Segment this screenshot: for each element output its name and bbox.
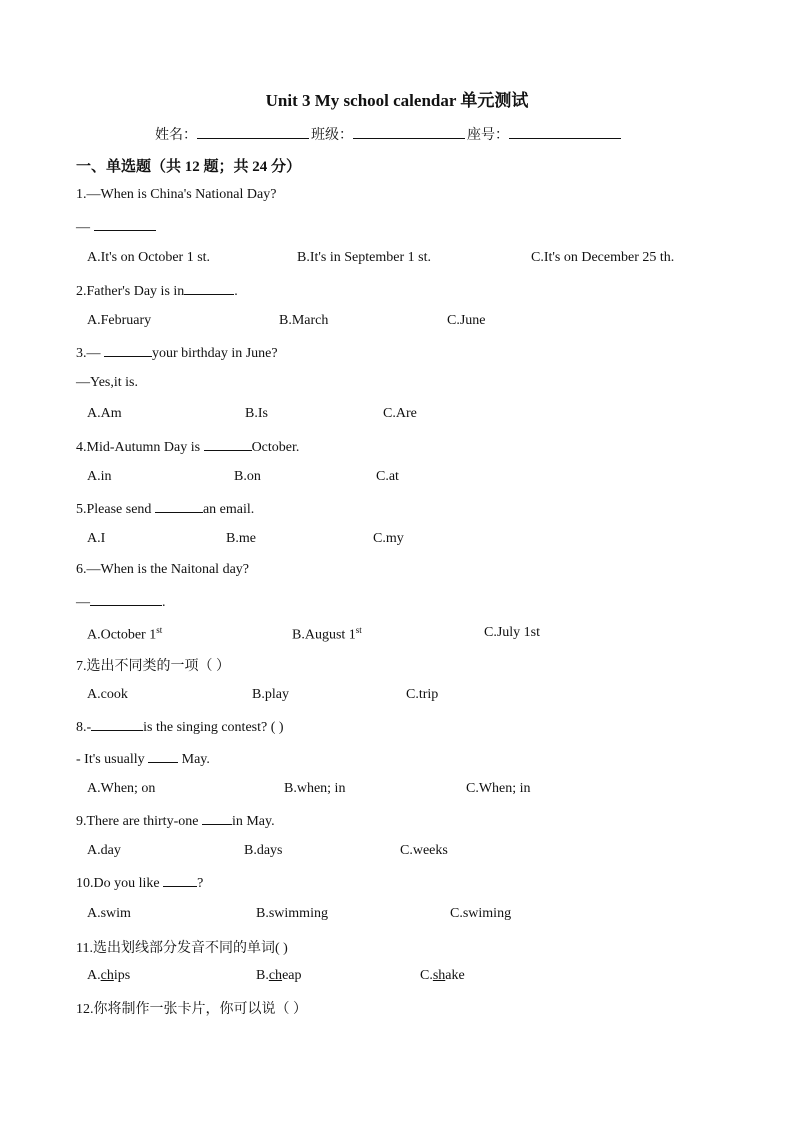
question-1-stem: 1.—When is China's National Day? (76, 187, 277, 202)
question-11-stem: 11.选出划线部分发音不同的单词( ) (76, 941, 288, 956)
question-4-option-c[interactable]: C.at (376, 469, 399, 484)
seat-label: 座号： (467, 128, 509, 143)
student-info-row (155, 124, 623, 144)
question-4-option-a[interactable]: A.in (87, 469, 112, 484)
question-5-option-a[interactable]: A.I (87, 531, 106, 546)
question-11-option-c[interactable]: C.shake (420, 968, 465, 983)
question-2-option-b[interactable]: B.March (279, 313, 329, 328)
question-6-option-a[interactable]: A.October 1st (87, 625, 163, 643)
question-5-stem: 5.Please send an email. (76, 502, 255, 517)
seat-blank[interactable] (509, 124, 621, 139)
question-5-option-b[interactable]: B.me (226, 531, 256, 546)
question-5-option-c[interactable]: C.my (373, 531, 404, 546)
question-4-option-b[interactable]: B.on (234, 469, 261, 484)
question-8-option-c[interactable]: C.When; in (466, 781, 531, 796)
question-2-stem: 2.Father's Day is in . (76, 284, 238, 299)
question-9-option-c[interactable]: C.weeks (400, 843, 448, 858)
question-10-stem: 10.Do you like ? (76, 876, 204, 891)
class-blank[interactable] (353, 124, 465, 139)
answer-blank[interactable] (204, 438, 252, 451)
question-3-option-a[interactable]: A.Am (87, 406, 122, 421)
question-11-option-a[interactable]: A.chips (87, 968, 131, 983)
question-1-option-b[interactable]: B.It's in September 1 st. (297, 250, 431, 265)
answer-blank[interactable] (90, 593, 162, 606)
name-blank[interactable] (197, 124, 309, 139)
section-heading: 一、单选题（共 12 题；共 24 分） (76, 159, 302, 175)
question-11-option-b[interactable]: B.cheap (256, 968, 302, 983)
question-7-option-b[interactable]: B.play (252, 687, 289, 702)
question-6-option-c[interactable]: C.July 1st (484, 625, 541, 640)
question-8-stem: 8.- is the singing contest? ( ) (76, 720, 284, 735)
question-3-option-c[interactable]: C.Are (383, 406, 417, 421)
answer-blank[interactable] (155, 500, 203, 513)
question-7-option-a[interactable]: A.cook (87, 687, 128, 702)
question-8-option-b[interactable]: B.when; in (284, 781, 346, 796)
question-6-stem: 6.—When is the Naitonal day? (76, 562, 250, 577)
answer-blank[interactable] (202, 812, 232, 825)
page-title: Unit 3 My school calendar 单元测试 (265, 91, 529, 110)
question-1-option-a[interactable]: A.It's on October 1 st. (87, 250, 211, 265)
name-label: 姓名： (155, 128, 197, 143)
question-8-option-a[interactable]: A.When; on (87, 781, 156, 796)
question-9-option-b[interactable]: B.days (244, 843, 283, 858)
question-7-stem: 7.选出不同类的一项（ ） (76, 659, 230, 674)
question-4-stem: 4.Mid-Autumn Day is October. (76, 440, 300, 455)
question-9-stem: 9.There are thirty-one in May. (76, 814, 275, 829)
question-3-option-b[interactable]: B.Is (245, 406, 268, 421)
answer-blank[interactable] (91, 718, 143, 731)
question-1-option-c[interactable]: C.It's on December 25 th. (531, 250, 675, 265)
question-2-option-c[interactable]: C.June (447, 313, 486, 328)
question-9-option-a[interactable]: A.day (87, 843, 121, 858)
question-12-stem: 12.你将制作一张卡片，你可以说（ ） (76, 1002, 307, 1017)
question-2-option-a[interactable]: A.February (87, 313, 152, 328)
class-label: 班级： (311, 128, 353, 143)
question-3-reply: —Yes,it is. (76, 375, 138, 390)
question-8-reply: - It's usually May. (76, 752, 210, 767)
answer-blank[interactable] (163, 874, 197, 887)
question-10-option-c[interactable]: C.swiming (450, 906, 512, 921)
answer-blank[interactable] (148, 750, 178, 763)
question-6-option-b[interactable]: B.August 1st (292, 625, 362, 643)
answer-blank[interactable] (104, 344, 152, 357)
question-3-stem: 3.— your birthday in June? (76, 346, 278, 361)
question-10-option-b[interactable]: B.swimming (256, 906, 328, 921)
question-6-answer-line: — . (76, 595, 166, 610)
question-10-option-a[interactable]: A.swim (87, 906, 131, 921)
question-1-answer-line: — (76, 218, 156, 236)
question-7-option-c[interactable]: C.trip (406, 687, 439, 702)
answer-blank[interactable] (94, 218, 156, 231)
answer-blank[interactable] (184, 282, 234, 295)
